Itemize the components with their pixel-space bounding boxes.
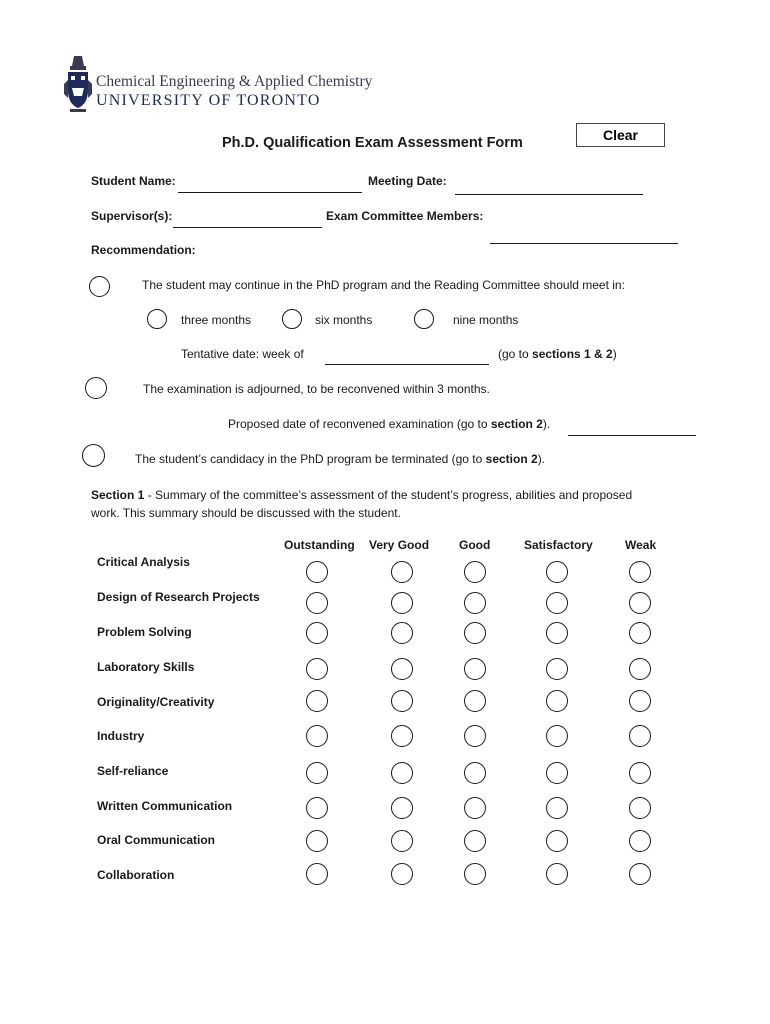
column-good: Good (459, 538, 491, 552)
rating-radio-very-good[interactable] (391, 592, 413, 614)
six-months-label: six months (315, 313, 373, 327)
rating-radio-weak[interactable] (629, 690, 651, 712)
column-weak: Weak (625, 538, 657, 552)
rating-radio-very-good[interactable] (391, 725, 413, 747)
adjourned-option-text: The examination is adjourned, to be reconvened within 3 months. (143, 382, 490, 396)
clear-button[interactable]: Clear (576, 123, 665, 147)
rating-radio-weak[interactable] (629, 561, 651, 583)
meeting-date-label: Meeting Date: (368, 174, 447, 188)
rating-radio-very-good[interactable] (391, 797, 413, 819)
rating-radio-good[interactable] (464, 762, 486, 784)
rating-radio-good[interactable] (464, 725, 486, 747)
rating-radio-outstanding[interactable] (306, 622, 328, 644)
rating-radio-weak[interactable] (629, 830, 651, 852)
committee-label: Exam Committee Members: (326, 209, 484, 223)
criterion-label: Collaboration (97, 868, 175, 882)
terminated-radio[interactable] (82, 444, 105, 467)
nine-months-radio[interactable] (414, 309, 434, 329)
student-name-label: Student Name: (91, 174, 176, 188)
rating-radio-good[interactable] (464, 830, 486, 852)
continue-option-text: The student may continue in the PhD program and the Reading Committee should meet in: (142, 278, 625, 292)
rating-radio-very-good[interactable] (391, 622, 413, 644)
rating-radio-satisfactory[interactable] (546, 725, 568, 747)
column-outstanding: Outstanding (284, 538, 355, 552)
supervisor-label: Supervisor(s): (91, 209, 173, 223)
rating-radio-good[interactable] (464, 690, 486, 712)
rating-radio-outstanding[interactable] (306, 658, 328, 680)
committee-field[interactable] (490, 243, 678, 244)
rating-radio-weak[interactable] (629, 762, 651, 784)
rating-radio-good[interactable] (464, 658, 486, 680)
nine-months-label: nine months (453, 313, 519, 327)
crest-icon (62, 54, 94, 116)
rating-radio-very-good[interactable] (391, 863, 413, 885)
rating-radio-outstanding[interactable] (306, 863, 328, 885)
criterion-label: Originality/Creativity (97, 695, 215, 709)
rating-radio-good[interactable] (464, 561, 486, 583)
section1-intro: Section 1 - Summary of the committee’s assessment of the student’s progress, abilities and proposed work. This summary should be discussed with the student. (91, 488, 633, 520)
criterion-label: Laboratory Skills (97, 660, 195, 674)
rating-radio-satisfactory[interactable] (546, 830, 568, 852)
rating-radio-outstanding[interactable] (306, 762, 328, 784)
rating-radio-very-good[interactable] (391, 830, 413, 852)
rating-radio-outstanding[interactable] (306, 725, 328, 747)
rating-radio-satisfactory[interactable] (546, 690, 568, 712)
rating-radio-weak[interactable] (629, 725, 651, 747)
department-name: Chemical Engineering & Applied Chemistry (96, 73, 373, 90)
rating-radio-satisfactory[interactable] (546, 622, 568, 644)
tentative-date-label: Tentative date: week of (181, 347, 304, 361)
rating-radio-satisfactory[interactable] (546, 863, 568, 885)
rating-radio-outstanding[interactable] (306, 690, 328, 712)
six-months-radio[interactable] (282, 309, 302, 329)
rating-radio-good[interactable] (464, 863, 486, 885)
tentative-date-field[interactable] (325, 364, 489, 365)
supervisor-field[interactable] (173, 227, 322, 228)
rating-radio-very-good[interactable] (391, 690, 413, 712)
rating-radio-very-good[interactable] (391, 658, 413, 680)
meeting-date-field[interactable] (455, 194, 643, 195)
rating-radio-weak[interactable] (629, 863, 651, 885)
criterion-label: Self-reliance (97, 764, 169, 778)
rating-radio-very-good[interactable] (391, 762, 413, 784)
recommendation-label: Recommendation: (91, 243, 196, 257)
rating-radio-weak[interactable] (629, 622, 651, 644)
student-name-field[interactable] (178, 192, 362, 193)
column-satisfactory: Satisfactory (524, 538, 593, 552)
column-very-good: Very Good (369, 538, 430, 552)
tentative-go-to: (go to sections 1 & 2) (498, 347, 617, 361)
rating-radio-good[interactable] (464, 622, 486, 644)
criterion-label: Written Communication (97, 799, 233, 813)
rating-radio-weak[interactable] (629, 658, 651, 680)
three-months-label: three months (181, 313, 252, 327)
criterion-label: Problem Solving (97, 625, 192, 639)
rating-radio-outstanding[interactable] (306, 561, 328, 583)
rating-radio-good[interactable] (464, 592, 486, 614)
criterion-label: Industry (97, 729, 145, 743)
rating-radio-outstanding[interactable] (306, 592, 328, 614)
rating-radio-satisfactory[interactable] (546, 762, 568, 784)
criterion-label: Oral Communication (97, 833, 216, 847)
three-months-radio[interactable] (147, 309, 167, 329)
continue-radio[interactable] (89, 276, 110, 297)
criterion-label: Design of Research Projects (97, 590, 260, 604)
rating-radio-outstanding[interactable] (306, 830, 328, 852)
rating-radio-satisfactory[interactable] (546, 797, 568, 819)
university-crest (62, 54, 94, 116)
rating-radio-satisfactory[interactable] (546, 592, 568, 614)
criterion-label: Critical Analysis (97, 555, 190, 569)
rating-radio-weak[interactable] (629, 592, 651, 614)
rating-radio-very-good[interactable] (391, 561, 413, 583)
rating-radio-good[interactable] (464, 797, 486, 819)
rating-radio-weak[interactable] (629, 797, 651, 819)
rating-radio-satisfactory[interactable] (546, 658, 568, 680)
terminated-option-text: The student’s candidacy in the PhD program be terminated (go to section 2). (135, 452, 546, 466)
proposed-date-text: Proposed date of reconvened examination (go to section 2). (228, 417, 551, 431)
rating-radio-satisfactory[interactable] (546, 561, 568, 583)
form-title: Ph.D. Qualification Exam Assessment Form (222, 135, 523, 151)
proposed-date-field[interactable] (568, 435, 696, 436)
adjourned-radio[interactable] (85, 377, 107, 399)
university-name: UNIVERSITY OF TORONTO (96, 92, 321, 109)
rating-radio-outstanding[interactable] (306, 797, 328, 819)
